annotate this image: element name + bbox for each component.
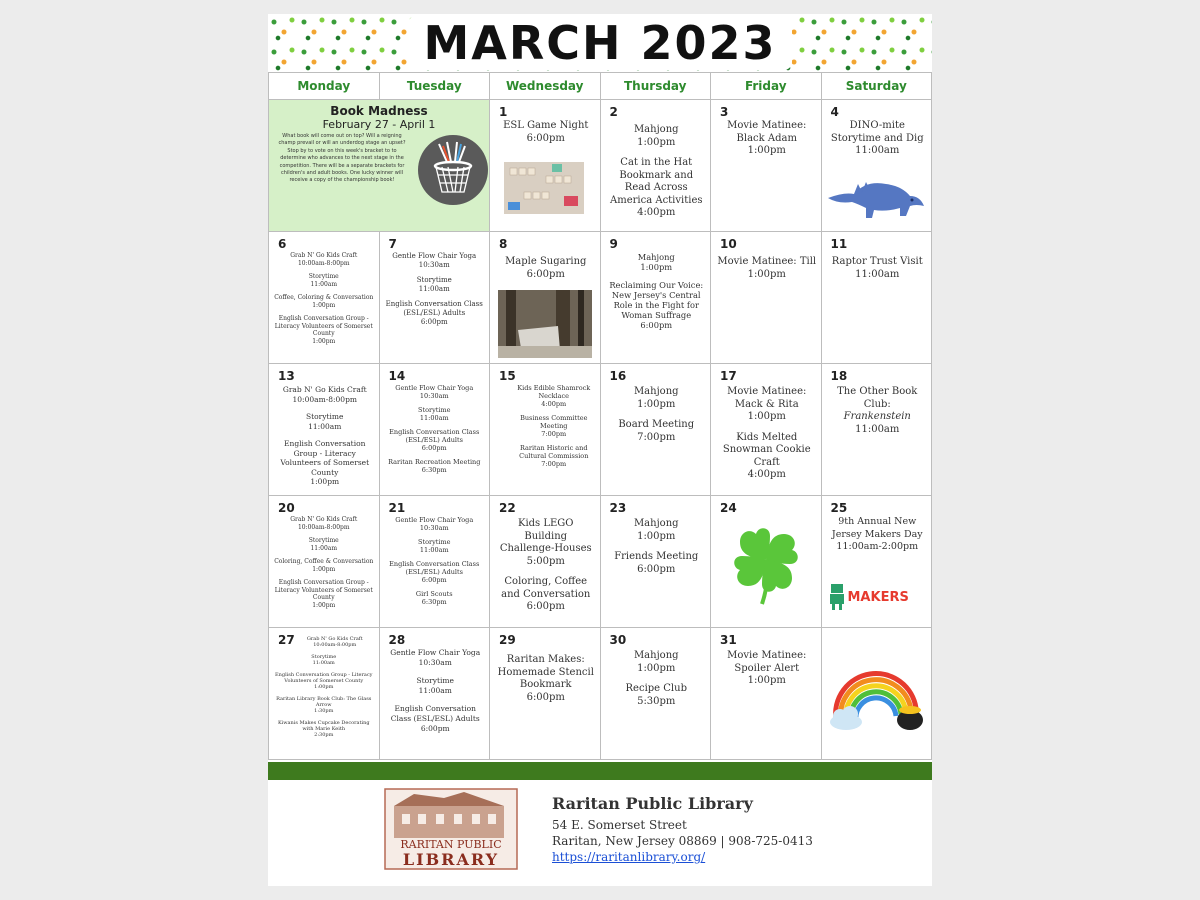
- day-events: ESL Game Night 6:00pm: [503, 120, 589, 144]
- calendar-sheet: [268, 14, 932, 886]
- day-number: 1: [499, 105, 508, 119]
- day-cell: [600, 100, 711, 232]
- shamrock-banner: [268, 14, 932, 72]
- day-events: Movie Matinee: Till 1:00pm: [717, 256, 817, 280]
- week-row: [269, 100, 932, 232]
- weekday-wednesday: Wednesday: [490, 73, 601, 100]
- day-number: 6: [278, 237, 287, 251]
- day-number: 16: [609, 369, 627, 383]
- day-cell: [490, 100, 601, 232]
- day-number: 14: [388, 369, 406, 383]
- book-madness-cell: [269, 100, 490, 232]
- day-cell: [600, 232, 711, 364]
- day-number: 20: [278, 501, 295, 515]
- makers-day-logo: MAKERS: [847, 590, 909, 605]
- library-address-street: 54 E. Somerset Street: [552, 818, 687, 832]
- basketball-hoop-icon: [417, 134, 489, 206]
- day-number: 4: [830, 105, 839, 119]
- day-number: 15: [499, 369, 516, 383]
- day-cell: [269, 232, 380, 364]
- day-cell: [711, 232, 822, 364]
- day-cell: [711, 100, 822, 232]
- rainbow-pot-of-gold-icon: [828, 658, 926, 730]
- day-cell: [490, 496, 601, 628]
- day-events: Kids Edible Shamrock Necklace 4:00pm Business Committee Meeting 7:00pm Raritan Historic and Cultural Commission 7:00pm: [517, 384, 591, 468]
- day-cell: [711, 628, 822, 760]
- day-number: 9: [609, 237, 618, 251]
- day-events: Mahjong 1:00pm Cat in the Hat Bookmark and Read Across America Activities 4:00pm: [610, 124, 703, 218]
- robot-icon: [828, 582, 846, 610]
- day-cell: [379, 628, 490, 760]
- day-number: 2: [609, 105, 618, 119]
- day-number: 25: [830, 501, 848, 515]
- day-events: Gentle Flow Chair Yoga 10:30am Storytime 11:00am English Conversation Class (ESL/ESL) Adults 6:00pm Raritan Recreation Meeting 6:30pm: [388, 384, 481, 474]
- week-row: [269, 232, 932, 364]
- day-cell: [490, 628, 601, 760]
- day-events: Gentle Flow Chair Yoga 10:30am Storytime 11:00am English Conversation Class (ESL/ESL) Adults 6:00pm Girl Scouts 6:30pm: [389, 516, 480, 606]
- day-number: 27: [278, 633, 295, 647]
- day-cell: [269, 496, 380, 628]
- day-events: 9th Annual New Jersey Makers Day 11:00am-2:00pm: [831, 516, 923, 552]
- day-cell: [490, 364, 601, 496]
- day-cell: [379, 364, 490, 496]
- day-events: Mahjong 1:00pm Recipe Club 5:30pm: [625, 650, 687, 707]
- day-number: 21: [388, 501, 406, 515]
- weekday-friday: Friday: [711, 73, 822, 100]
- day-events: Raptor Trust Visit 11:00am: [831, 256, 923, 280]
- day-cell: [600, 628, 711, 760]
- day-number: 22: [499, 501, 516, 515]
- green-band: [268, 762, 932, 780]
- weekday-tuesday: Tuesday: [379, 73, 490, 100]
- day-cell: [269, 364, 380, 496]
- day-events: Grab N' Go Kids Craft 10:00am-8:00pm Storytime 11:00am English Conversation Group - Literacy Volunteers of Somerset County 1:00pm: [280, 385, 370, 486]
- day-events: Mahjong 1:00pm Reclaiming Our Voice: New Jersey's Central Role in the Fight for Woman Suffrage 6:00pm: [609, 252, 704, 330]
- day-cell: [711, 364, 822, 496]
- day-events: Mahjong 1:00pm Board Meeting 7:00pm: [618, 386, 695, 443]
- logo-text-line1: RARITAN PUBLIC: [400, 838, 502, 851]
- day-events: Maple Sugaring 6:00pm: [505, 256, 587, 280]
- day-events: Movie Matinee: Spoiler Alert 1:00pm: [727, 650, 807, 686]
- library-website-link[interactable]: https://raritanlibrary.org/: [552, 850, 706, 864]
- week-row: [269, 496, 932, 628]
- day-cell: [821, 232, 932, 364]
- weekday-header-row: [269, 73, 932, 100]
- day-number: 10: [720, 237, 737, 251]
- day-number: 28: [388, 633, 406, 647]
- day-events: Grab N' Go Kids Craft 10:00am-8:00pm Storytime 11:00am Coffee, Coloring & Conversation 1:00pm English Conversation Group - Literacy Volunteers of Somerset County 1:00pm: [274, 252, 374, 345]
- weekday-thursday: Thursday: [600, 73, 711, 100]
- day-events: Gentle Flow Chair Yoga 10:30am Storytime 11:00am English Conversation Class (ESL/ESL) Adults 6:00pm: [385, 252, 483, 326]
- day-events: Gentle Flow Chair Yoga 10:30am Storytime 11:00am English Conversation Class (ESL/ESL) Adults 6:00pm: [390, 648, 481, 733]
- logo-text-line2: LIBRARY: [402, 850, 500, 869]
- book-madness-title: Book Madness: [330, 104, 428, 118]
- week-row: [269, 628, 932, 760]
- library-address-city-phone: Raritan, New Jersey 08869 | 908-725-0413: [552, 834, 813, 848]
- day-number: 13: [278, 369, 295, 383]
- day-number: 30: [609, 633, 627, 647]
- day-cell: [600, 364, 711, 496]
- dinosaur-icon: [824, 172, 926, 220]
- book-madness-dates: February 27 - April 1: [322, 118, 436, 131]
- day-events: Storytime 11:00am English Conversation Group - Literacy Volunteers of Somerset County 1:00pm Raritan Library Book Club: The Glass Arrow 1:30pm Kiwanis Makes Cupcake Decorating with Marie Keith 2:30pm: [275, 654, 373, 738]
- day-cell: [711, 496, 822, 628]
- day-events: Grab N' Go Kids Craft 10:00am-8:00pm: [306, 636, 363, 648]
- day-number: 23: [609, 501, 627, 515]
- day-cell: [821, 364, 932, 496]
- day-events: Movie Matinee: Black Adam 1:00pm: [727, 120, 807, 156]
- day-number: 29: [499, 633, 516, 647]
- day-cell: [269, 628, 380, 760]
- day-number: 11: [830, 237, 848, 251]
- maple-tree-image: [498, 290, 592, 358]
- calendar-grid: [268, 72, 932, 760]
- four-leaf-clover-icon: [726, 520, 806, 608]
- scrabble-board-image: [504, 162, 584, 214]
- day-cell: [379, 496, 490, 628]
- day-number: 31: [720, 633, 737, 647]
- day-number: 18: [830, 369, 848, 383]
- day-events: DINO-mite Storytime and Dig 11:00am: [830, 120, 924, 156]
- day-cell: [490, 232, 601, 364]
- day-number: 7: [388, 237, 397, 251]
- day-events: Movie Matinee: Mack & Rita 1:00pm Kids Melted Snowman Cookie Craft 4:00pm: [722, 386, 811, 480]
- day-cell: [821, 628, 932, 760]
- weekday-monday: Monday: [269, 73, 380, 100]
- day-events: Mahjong 1:00pm Friends Meeting 6:00pm: [614, 518, 699, 575]
- book-madness-description: What book will come out on top? Will a reigning champ prevail or will an underdog stage an upset? Stop by to vote on this week's bracket to to determine who advances to the next stage in the competition. There will be a separate brackets for children's and adult books. One lucky winner will receive a copy of the championship book!: [278, 133, 406, 184]
- day-events: Grab N' Go Kids Craft 10:00am-8:00pm Storytime 11:00am Coloring, Coffee & Conversation 1:00pm English Conversation Group - Literacy Volunteers of Somerset County 1:00pm: [274, 516, 374, 609]
- day-number: 8: [499, 237, 508, 251]
- day-number: 17: [720, 369, 737, 383]
- day-events: The Other Book Club: Frankenstein 11:00am: [837, 386, 918, 435]
- library-name: Raritan Public Library: [552, 794, 753, 813]
- weekday-saturday: Saturday: [821, 73, 932, 100]
- day-cell: [379, 232, 490, 364]
- day-number: 24: [720, 501, 737, 515]
- calendar-title: MARCH 2023: [408, 16, 792, 70]
- day-events: Raritan Makes: Homemade Stencil Bookmark 6:00pm: [497, 654, 594, 703]
- day-events: Kids LEGO Building Challenge-Houses 5:00pm Coloring, Coffee and Conversation 6:00pm: [499, 518, 592, 612]
- day-cell: [821, 100, 932, 232]
- day-cell: [600, 496, 711, 628]
- library-footer: [268, 780, 932, 886]
- week-row: [269, 364, 932, 496]
- day-cell: [821, 496, 932, 628]
- library-logo: [384, 788, 518, 870]
- day-number: 3: [720, 105, 729, 119]
